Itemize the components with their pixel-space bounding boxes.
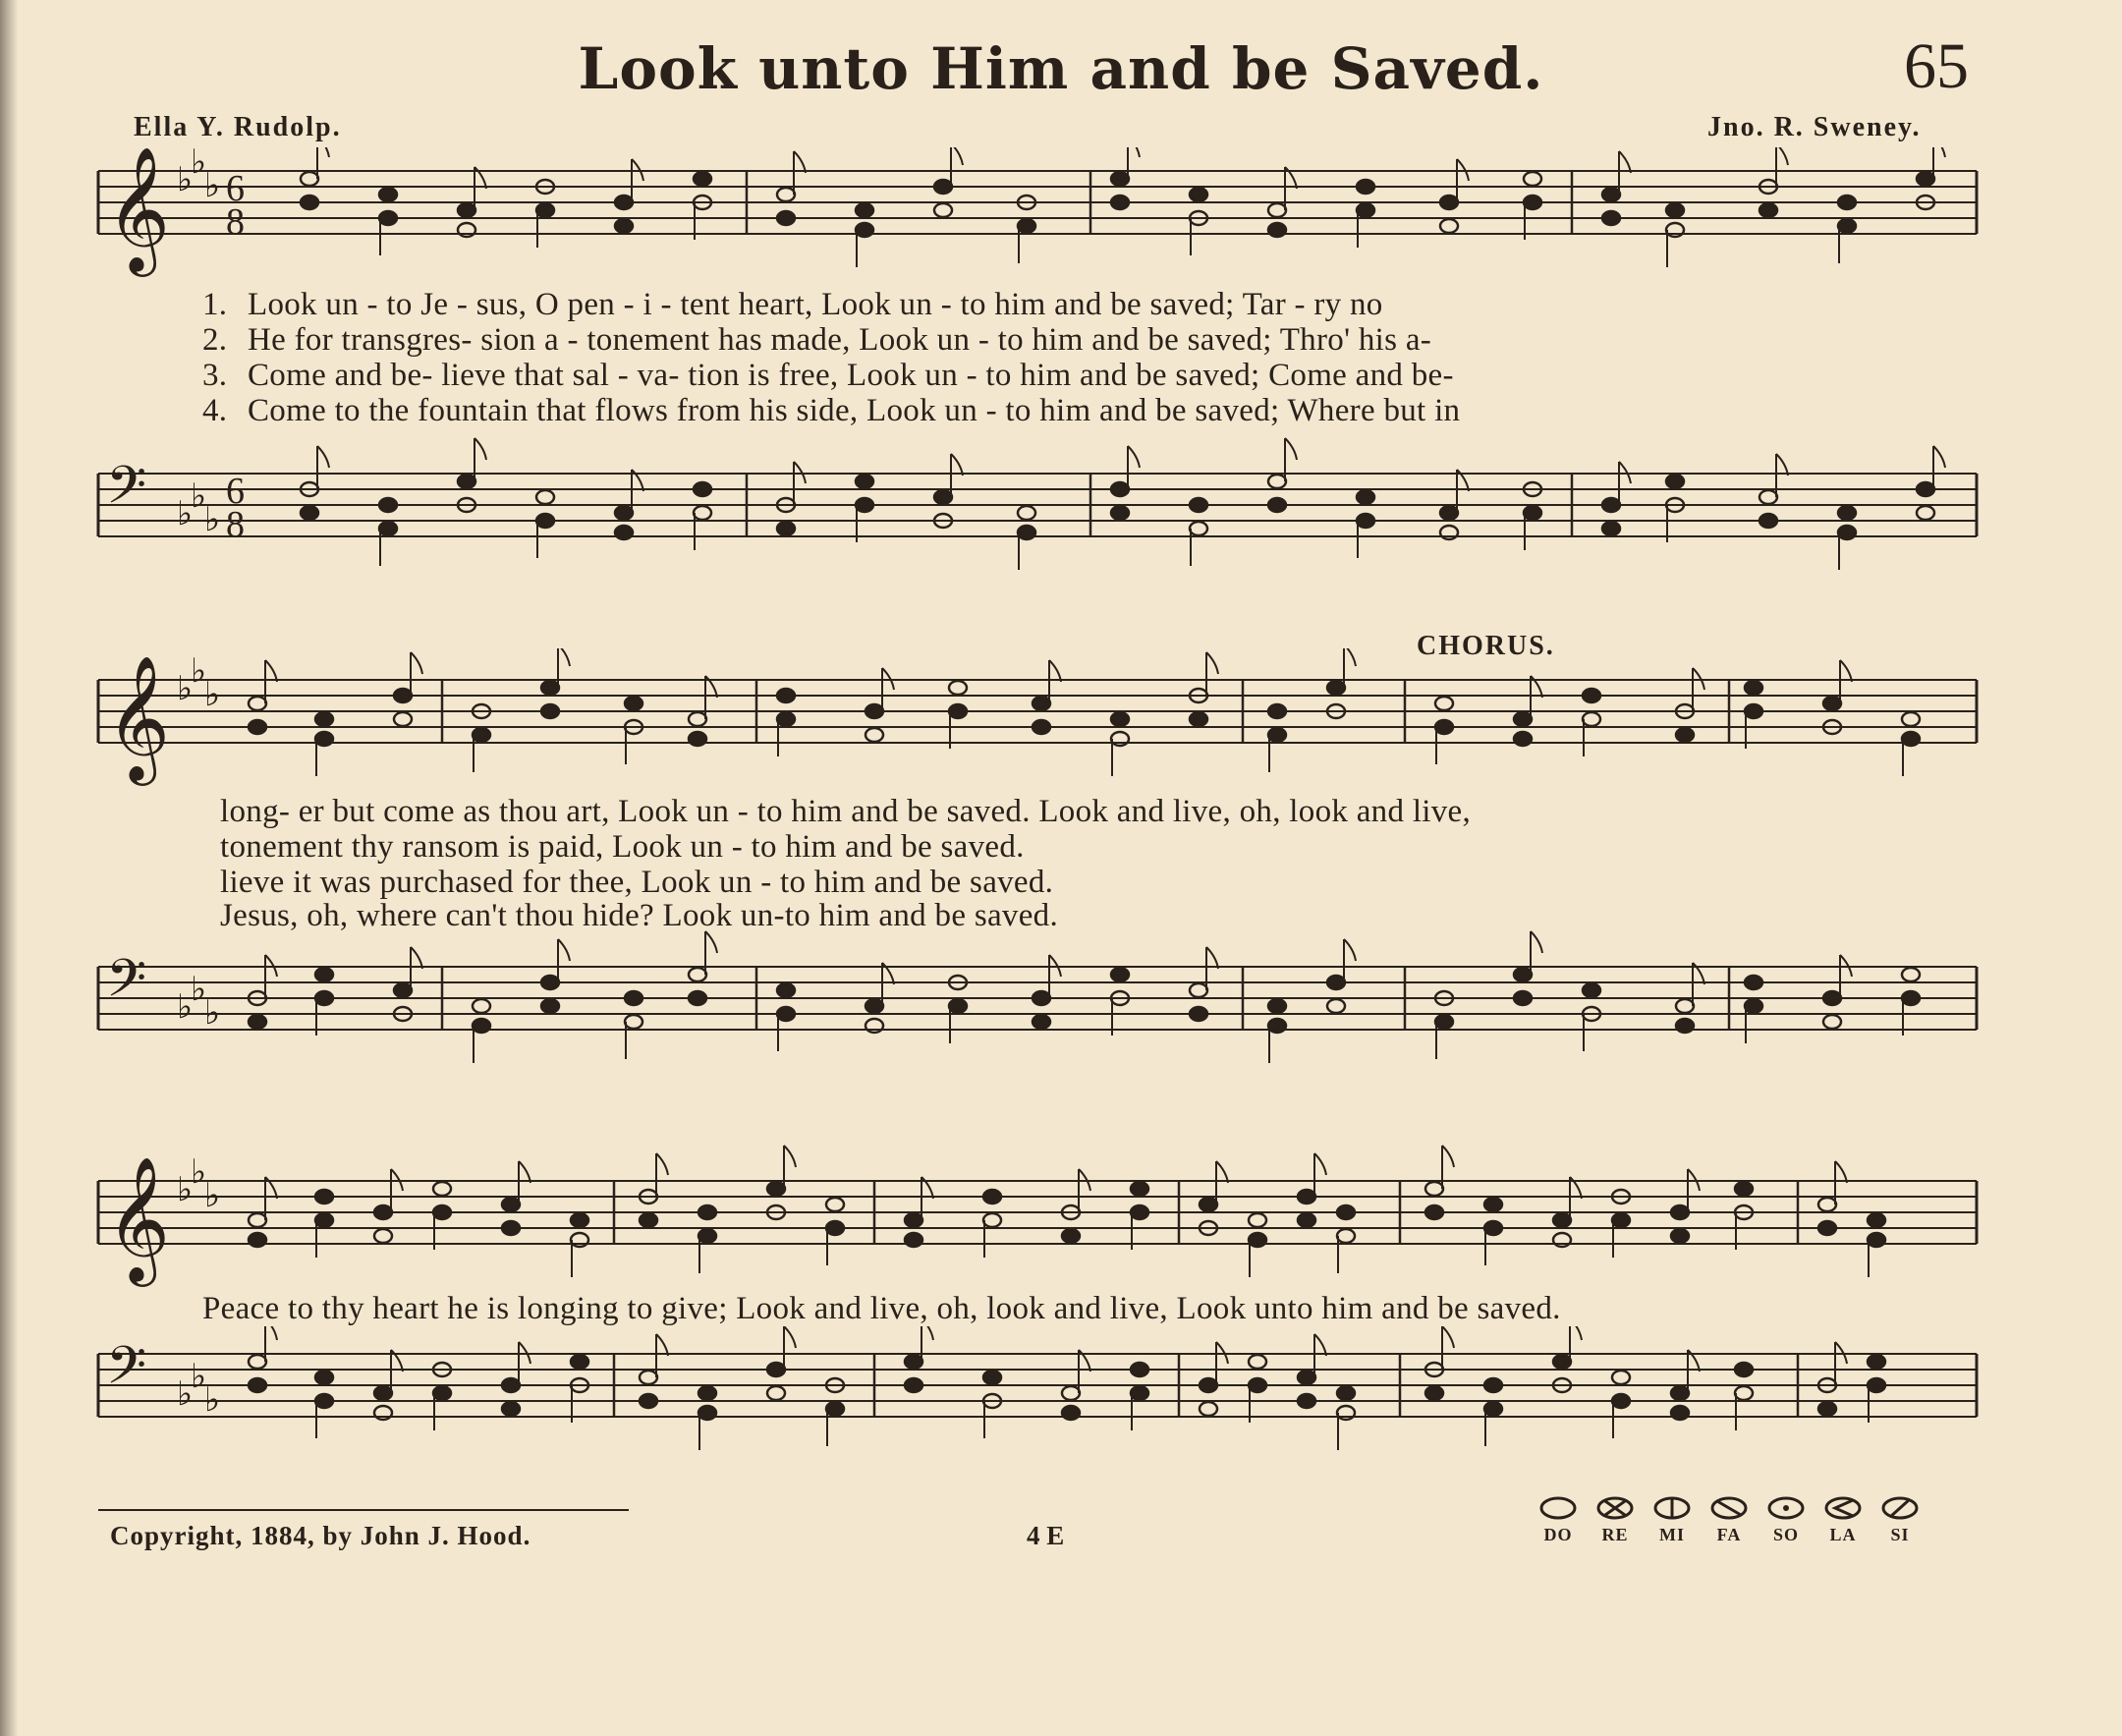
- solfege-fa-icon: [1703, 1495, 1755, 1545]
- system-2-bass-staff: [0, 924, 2122, 1120]
- svg-text:♭: ♭: [204, 166, 221, 205]
- copyright-notice: Copyright, 1884, by John J. Hood.: [110, 1521, 531, 1550]
- solfege-mi-icon: [1647, 1495, 1698, 1545]
- composer-credit: Jno. R. Sweney.: [1707, 112, 1922, 142]
- chorus-label: CHORUS.: [1417, 631, 1555, 661]
- lyricist-credit: Ella Y. Rudolp.: [134, 112, 342, 142]
- svg-text:♭: ♭: [191, 147, 207, 182]
- svg-text:𝄞: 𝄞: [106, 654, 171, 780]
- solfege-label: SO: [1772, 1525, 1799, 1544]
- svg-text:♭: ♭: [177, 669, 194, 708]
- svg-text:♭: ♭: [204, 1176, 221, 1215]
- system-3-lyric: Peace to thy heart he is longing to give; Look and live, oh, look and live, Look unto him and be saved.: [202, 1291, 1561, 1326]
- solfege-do-icon: [1533, 1495, 1584, 1545]
- svg-text:𝄞: 𝄞: [106, 147, 171, 271]
- svg-text:8: 8: [226, 201, 245, 243]
- system-2-verse-3: lieve it was purchased for thee, Look un - to him and be saved.: [220, 865, 1054, 900]
- system-2-verse-1: long- er but come as thou art, Look un - to him and be saved. Look and live, oh, look and live,: [220, 794, 1472, 829]
- svg-text:♭: ♭: [191, 970, 207, 1009]
- svg-text:♭: ♭: [191, 1357, 207, 1396]
- svg-text:♭: ♭: [177, 1170, 194, 1209]
- svg-text:♭: ♭: [204, 500, 221, 539]
- svg-text:𝄢: 𝄢: [106, 456, 147, 529]
- system-2-verse-2: tonement thy ransom is paid, Look un - to him and be saved.: [220, 829, 1025, 865]
- svg-text:6: 6: [226, 168, 245, 209]
- svg-text:♭: ♭: [191, 651, 207, 691]
- system-1-verse-4: 4. Come to the fountain that flows from his side, Look un - to him and be saved; Where but in: [202, 393, 1461, 428]
- svg-text:8: 8: [226, 504, 245, 545]
- solfege-label: RE: [1601, 1525, 1629, 1544]
- system-2-treble-staff: [0, 648, 2122, 806]
- svg-text:𝄢: 𝄢: [106, 1336, 147, 1409]
- solfege-label: LA: [1829, 1525, 1857, 1544]
- solfege-label: FA: [1716, 1525, 1742, 1544]
- solfege-label: DO: [1543, 1525, 1573, 1544]
- system-1-verse-1: 1. Look un - to Je - sus, O pen - i - tent heart, Look un - to him and be saved; Tar - ry no: [202, 287, 1383, 322]
- system-1-treble-staff: [0, 147, 2122, 295]
- solfege-label: SI: [1890, 1525, 1910, 1544]
- shape-note-legend: [1533, 1495, 1945, 1550]
- svg-text:𝄢: 𝄢: [106, 949, 147, 1022]
- solfege-la-icon: [1817, 1495, 1869, 1545]
- svg-text:♭: ♭: [177, 494, 194, 533]
- solfege-so-icon: [1760, 1495, 1812, 1545]
- system-1-verse-2: 2. He for transgres- sion a - tonement has made, Look un - to him and be saved; Thro' his a-: [202, 322, 1432, 358]
- svg-text:♭: ♭: [177, 987, 194, 1027]
- svg-text:𝄞: 𝄞: [106, 1155, 171, 1281]
- system-2-verse-4: Jesus, oh, where can't thou hide? Look un-to him and be saved.: [220, 898, 1059, 933]
- footer-rule: [98, 1509, 629, 1511]
- system-3-treble-staff: [0, 1140, 2122, 1297]
- solfege-re-icon: [1590, 1495, 1641, 1545]
- svg-text:6: 6: [226, 471, 245, 512]
- svg-text:♭: ♭: [204, 675, 221, 714]
- solfege-label: MI: [1659, 1525, 1685, 1544]
- solfege-si-icon: [1874, 1495, 1926, 1545]
- svg-text:♭: ♭: [191, 1152, 207, 1192]
- svg-text:♭: ♭: [204, 993, 221, 1033]
- system-1-verse-3: 3. Come and be- lieve that sal - va- tion is free, Look un - to him and be saved; Come and be-: [202, 358, 1454, 393]
- hymn-title: Look unto Him and be Saved.: [578, 35, 1544, 102]
- plate-number: 4 E: [1027, 1521, 1065, 1550]
- svg-text:♭: ♭: [177, 1374, 194, 1414]
- system-1-bass-staff: [0, 413, 2122, 609]
- svg-text:♭: ♭: [191, 476, 207, 516]
- page-number: 65: [1904, 30, 1969, 102]
- svg-text:♭: ♭: [177, 160, 194, 199]
- svg-text:♭: ♭: [204, 1380, 221, 1420]
- system-3-bass-staff: [0, 1326, 2122, 1513]
